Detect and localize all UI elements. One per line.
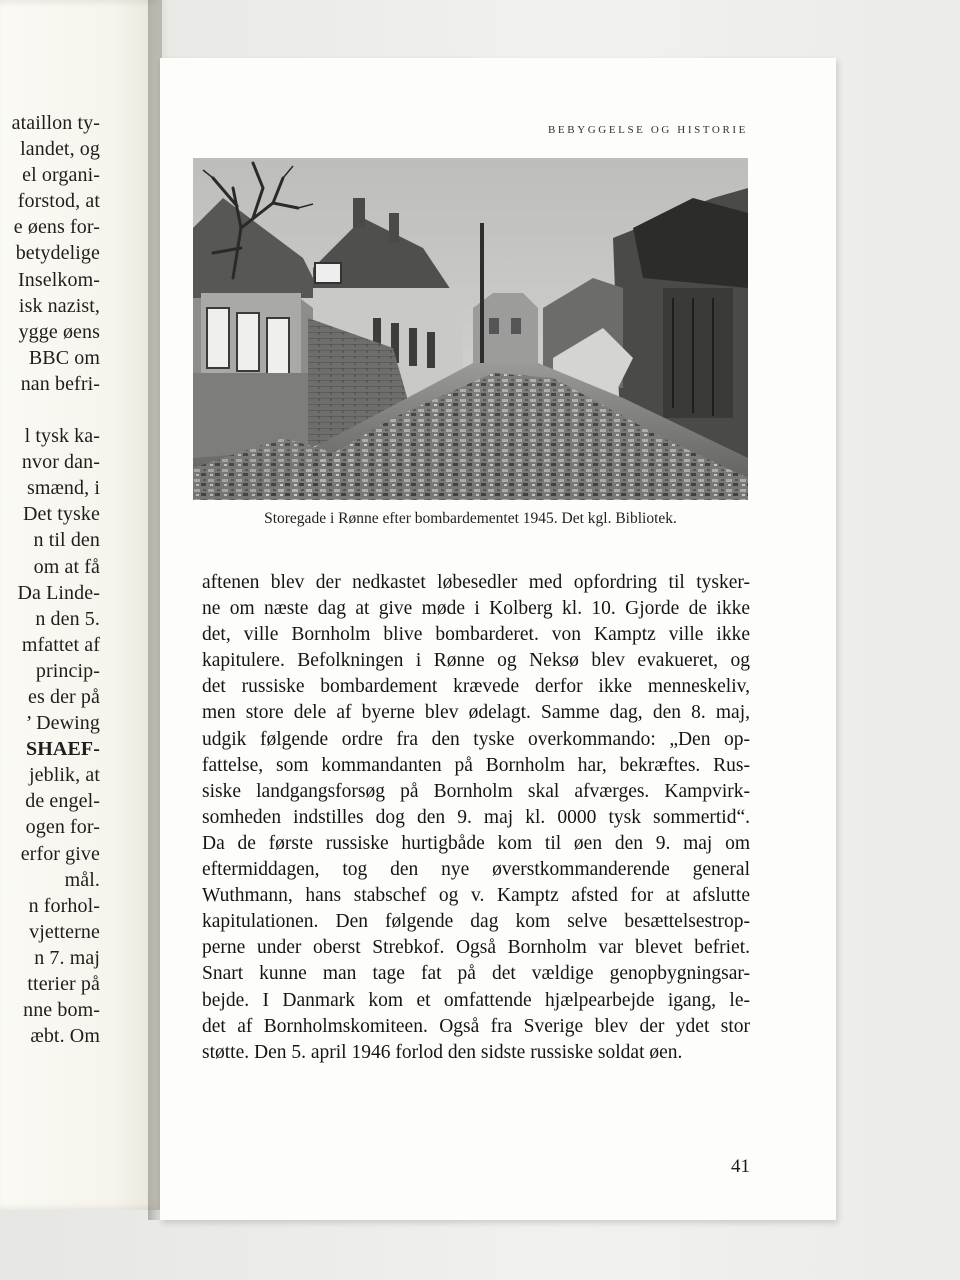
left-page-line: e øens for- xyxy=(13,216,100,239)
left-page-text xyxy=(0,110,100,1049)
left-page-line: Det tyske xyxy=(23,503,100,526)
body-line: det af Bornholmskomiteen. Også fra Sverige blev der ydet stor xyxy=(202,1015,750,1037)
body-line: men store dele af byerne blev ødelagt. Samme dag, den 8. maj, xyxy=(202,702,750,724)
body-line: kapitulere. Befolkningen i Rønne og Neksø blev evakueret, og xyxy=(202,650,750,672)
left-page-line: es der på xyxy=(28,685,100,708)
page-number: 41 xyxy=(731,1156,750,1177)
left-page-line: nvor dan- xyxy=(21,451,100,474)
body-line: somheden indstilles dog den 9. maj kl. 0000 tysk sommertid“. xyxy=(202,806,750,828)
left-page-line: l tysk ka- xyxy=(24,425,100,448)
left-page-line: el organi- xyxy=(22,164,100,187)
left-page-line: æbt. Om xyxy=(30,1025,100,1048)
body-line: støtte. Den 5. april 1946 forlod den sidste russiske soldat øen. xyxy=(202,1041,683,1063)
left-page-line: erfor give xyxy=(20,842,100,865)
left-page-line: ataillon ty- xyxy=(11,112,100,134)
left-page-line: ygge øens xyxy=(18,320,100,343)
left-page-line: om at få xyxy=(33,555,100,578)
left-page-line: jeblik, at xyxy=(29,764,100,787)
body-line: det, ville Bornholm blive bombarderet. von Kamptz ville ikke xyxy=(202,624,750,646)
body-line: aftenen blev der nedkastet løbesedler med opfordring til tysker- xyxy=(202,572,750,593)
body-line: Da de første russiske hurtigbåde kom til øen den 9. maj om xyxy=(202,832,750,854)
body-line: Wuthmann, hans stabschef og v. Kamptz afsted for at afslutte xyxy=(202,885,750,907)
left-page-line: nan befri- xyxy=(20,372,100,395)
body-line: Snart kunne man tage fat på det vældige genopbygningsar- xyxy=(202,963,750,985)
left-page-line: n til den xyxy=(33,529,100,552)
left-page-line: n den 5. xyxy=(35,607,100,630)
body-line: kapitulationen. Den følgende dag kom selve besættelsestrop- xyxy=(202,911,750,933)
left-page-line: de engel- xyxy=(25,790,100,813)
left-page-line xyxy=(0,397,100,423)
left-page-line: n 7. maj xyxy=(34,946,100,969)
body-text xyxy=(202,570,750,1066)
left-page-line: tterier på xyxy=(27,973,100,995)
body-line: bejde. I Danmark kom et omfattende hjælpearbejde igang, le- xyxy=(202,989,750,1011)
body-line: det russiske bombardement krævede derfor ikke menneskeliv, xyxy=(202,676,750,698)
left-page-line: isk nazist, xyxy=(18,294,100,317)
left-page-line: vjetterne xyxy=(29,920,100,943)
photo-bombed-street xyxy=(193,158,748,500)
left-page-line: princip- xyxy=(35,659,100,682)
left-page-line: ’ Dewing xyxy=(25,712,100,735)
left-page-line: landet, og xyxy=(20,138,100,161)
left-page-line: Inselkom- xyxy=(18,268,100,291)
body-line: siske landgangsforsøg på Bornholm skal afværges. Kampvirk- xyxy=(202,780,750,802)
left-page-line: nne bom- xyxy=(23,999,100,1022)
body-line: perne under oberst Strebkof. Også Bornholm var blevet befriet. xyxy=(202,937,750,959)
running-head: BEBYGGELSE OG HISTORIE xyxy=(548,124,748,136)
left-page-line: n forhol- xyxy=(28,894,100,917)
left-page-line: Da Linde- xyxy=(17,581,100,604)
left-page-line: mfattet af xyxy=(21,633,100,656)
left-page-line: betydelige xyxy=(15,242,100,265)
body-line: ne om næste dag at give møde i Kolberg kl. 10. Gjorde de ikke xyxy=(202,598,750,620)
left-page-line: SHAEF- xyxy=(26,738,100,761)
left-page-line: smænd, i xyxy=(26,477,100,500)
body-line: udgik følgende ordre fra den tyske overkommando: „Den op- xyxy=(202,728,750,750)
left-page-line: ogen for- xyxy=(25,816,100,839)
left-page-line: mål. xyxy=(64,868,100,891)
photo-caption: Storegade i Rønne efter bombardementet 1945. Det kgl. Bibliotek. xyxy=(264,510,677,527)
body-line: fattelse, som kommandanten på Bornholm har, bekræftes. Rus- xyxy=(202,754,750,776)
left-page-line: BBC om xyxy=(28,346,100,369)
right-page xyxy=(160,58,836,1220)
body-line: eftermiddagen, tog den nye øverstkommanderende general xyxy=(202,859,750,881)
left-page-line: forstod, at xyxy=(17,190,100,213)
left-page xyxy=(0,0,162,1210)
